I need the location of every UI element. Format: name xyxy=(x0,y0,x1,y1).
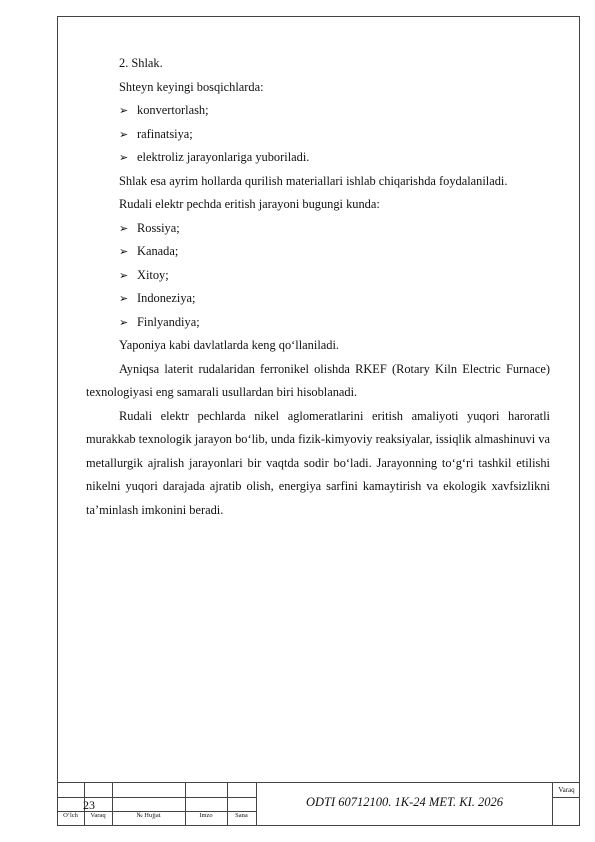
page-number: 23 xyxy=(83,798,95,812)
section-heading: 2. Shlak. xyxy=(119,56,163,70)
list-item: ➢ Finlyandiya; xyxy=(86,311,550,335)
paragraph: Ayniqsa laterit rudalaridan ferronikel olishda RKEF (Rotary Kiln Electric Furnace) texnologiyasi eng samarali usullardan biri hisoblanadi. xyxy=(86,361,550,399)
arrow-bullet-icon: ➢ xyxy=(119,245,129,258)
list-item: ➢ Rossiya; xyxy=(86,217,550,241)
document-code: ODTI 60712100. 1K-24 MET. KI. 2026 xyxy=(306,795,503,809)
list-item: ➢ Xitoy; xyxy=(86,264,550,288)
arrow-bullet-icon: ➢ xyxy=(119,151,129,164)
paragraph: Shteyn keyingi bosqichlarda: xyxy=(119,79,264,94)
list-item: ➢ rafinatsiya; xyxy=(86,123,550,147)
stamp-divider xyxy=(112,783,113,826)
paragraph: Yaponiya kabi davlatlarda keng qo‘llaniladi. xyxy=(119,338,339,352)
document-body xyxy=(86,52,550,522)
list-item: ➢ Kanada; xyxy=(86,240,550,264)
arrow-bullet-icon: ➢ xyxy=(119,315,129,329)
list-item: ➢ elektroliz jarayonlariga yuboriladi. xyxy=(86,146,550,170)
stamp-label-olch: O‘lch xyxy=(63,812,78,819)
title-block-stamp xyxy=(57,782,580,826)
stamp-divider xyxy=(227,783,228,826)
paragraph: Rudali elektr pechlarda nikel aglomeratlarini eritish amaliyoti yuqori haroratli murakkab texnologik jarayon bo‘lib, unda fizik-kimyoviy reaksiyalar, issiqlik almashinuvi va metallurgik ajralish jarayonlari bir vaqtda sodir bo‘ladi. Jarayonning to‘g‘ri tashkil etilishi nikelni yuqori darajada ajratib olish, energiya sarfini kamaytirish va ekologik xavfsizlikni ta’minlash imkonini beradi. xyxy=(86,408,550,517)
stamp-divider xyxy=(185,783,186,826)
arrow-bullet-icon: ➢ xyxy=(119,221,129,235)
list-item: ➢ Indoneziya; xyxy=(86,287,550,311)
stamp-divider xyxy=(552,797,580,798)
arrow-bullet-icon: ➢ xyxy=(119,268,129,282)
stamp-label-hujjat: № Hujjat xyxy=(136,812,161,819)
arrow-bullet-icon: ➢ xyxy=(119,292,129,305)
paragraph: Shlak esa ayrim hollarda qurilish materiallari ishlab chiqarishda foydalaniladi. xyxy=(119,173,508,188)
stamp-label-imzo: Imzo xyxy=(199,812,213,819)
sheet-label: Varaq xyxy=(558,786,575,794)
arrow-bullet-icon: ➢ xyxy=(119,104,129,117)
list-item: ➢ konvertorlash; xyxy=(86,99,550,123)
stamp-label-varaq: Varaq xyxy=(90,812,106,819)
arrow-bullet-icon: ➢ xyxy=(119,127,129,141)
stamp-label-sana: Sana xyxy=(235,812,248,819)
paragraph: Rudali elektr pechda eritish jarayoni bugungi kunda: xyxy=(119,197,380,211)
